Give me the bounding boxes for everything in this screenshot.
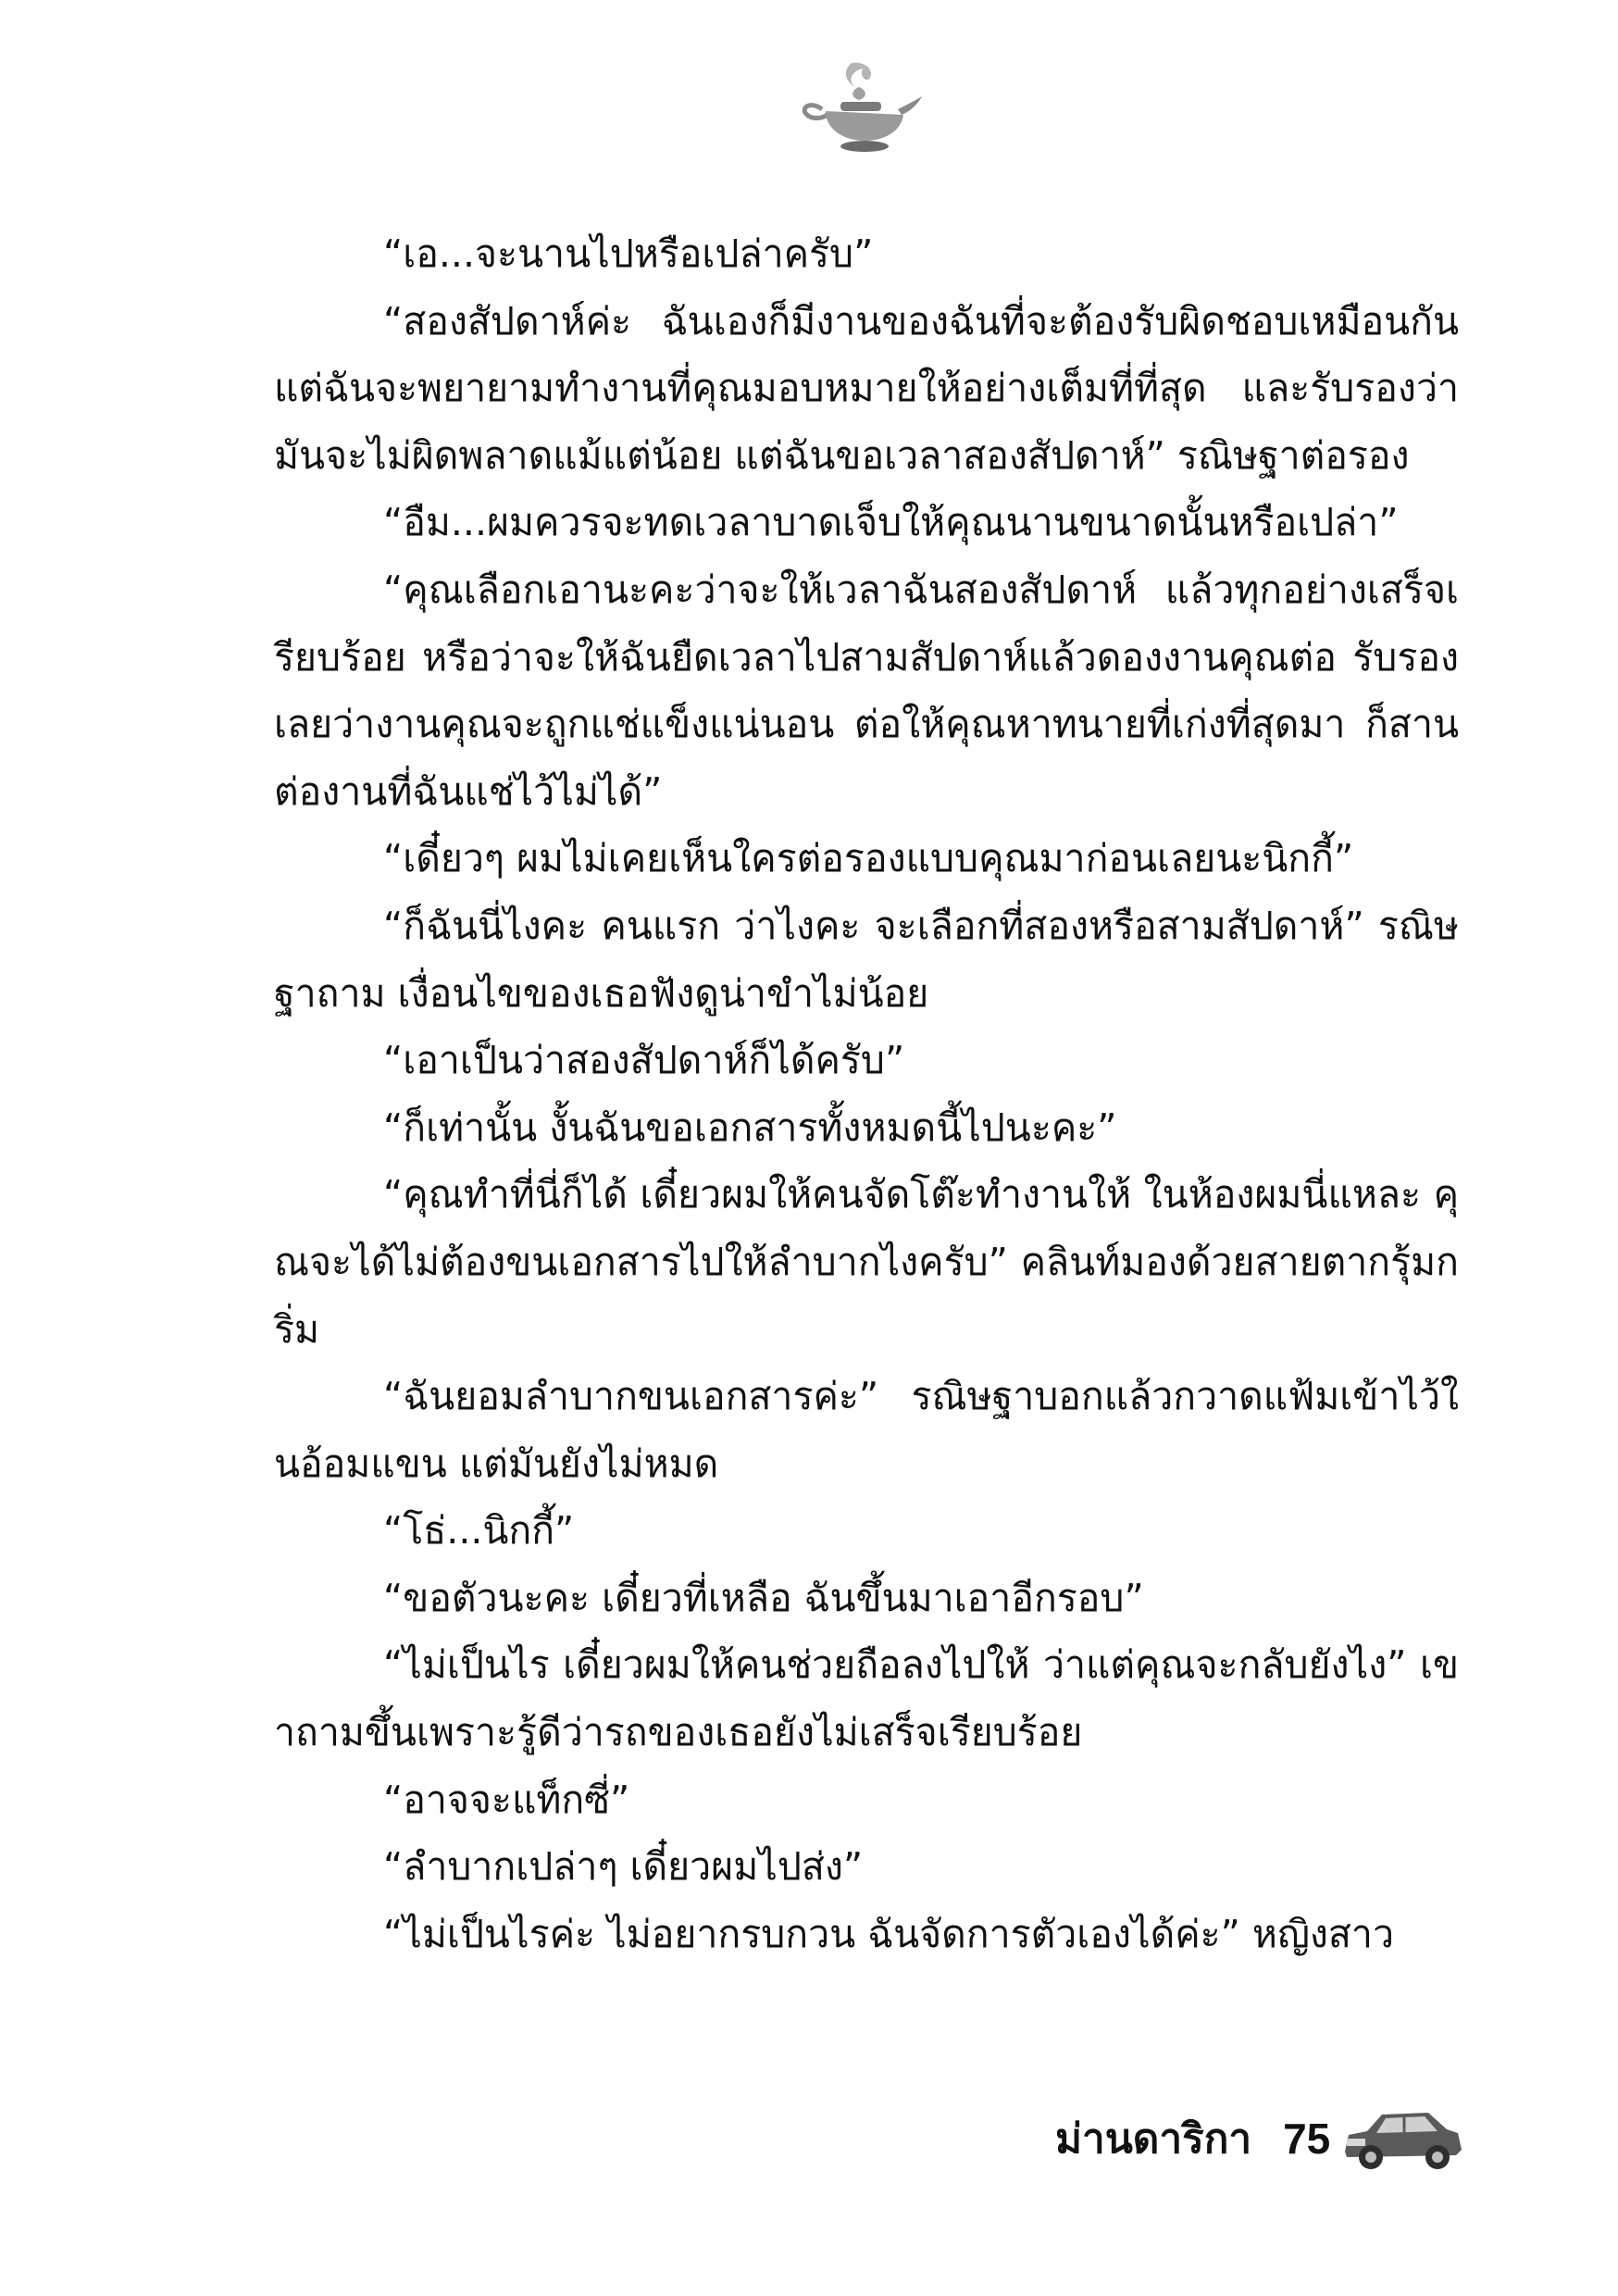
- paragraph: “เอาเป็นว่าสองสัปดาห์ก็ได้ครับ”: [383, 1038, 905, 1083]
- paragraph: “ขอตัวนะคะ เดี๋ยวที่เหลือ ฉันขึ้นมาเอาอีกรอบ”: [383, 1575, 1144, 1620]
- genie-lamp-icon: [794, 56, 924, 157]
- paragraph: “ก็ฉันนี่ไงคะ คนแรก ว่าไงคะ จะเลือกที่สองหรือสามสัปดาห์” รณิษฐาถาม เงื่อนไขของเธอฟังดูน่าขำไม่น้อย: [274, 903, 1459, 1016]
- paragraph: “ไม่เป็นไรค่ะ ไม่อยากรบกวน ฉันจัดการตัวเองได้ค่ะ” หญิงสาว: [383, 1911, 1394, 1956]
- paragraph: “สองสัปดาห์ค่ะ ฉันเองก็มีงานของฉันที่จะต้องรับผิดชอบเหมือนกัน แต่ฉันจะพยายามทำงานที่คุณมอบหมายให้อย่างเต็มที่ที่สุด และรับรองว่ามันจะไม่ผิดพลาดแม้แต่น้อย แต่ฉันขอเวลาสองสัปดาห์” รณิษฐาต่อรอง: [274, 298, 1459, 478]
- suv-car-icon: [1339, 2103, 1465, 2174]
- paragraph: “เอ...จะนานไปหรือเปล่าครับ”: [383, 231, 874, 276]
- page-footer: [1055, 2097, 1465, 2180]
- paragraph: “อาจจะแท็กซี่”: [383, 1777, 630, 1822]
- book-title: ม่านดาริกา: [1055, 2115, 1252, 2163]
- paragraph: “ลำบากเปล่าๆ เดี๋ยวผมไปส่ง”: [383, 1844, 864, 1890]
- paragraph: “ไม่เป็นไร เดี๋ยวผมให้คนช่วยถือลงไปให้ ว่าแต่คุณจะกลับยังไง” เขาถามขึ้นเพราะรู้ดีว่ารถของเธอยังไม่เสร็จเรียบร้อย: [274, 1642, 1459, 1755]
- paragraph: “ก็เท่านั้น งั้นฉันขอเอกสารทั้งหมดนี้ไปนะคะ”: [383, 1104, 1117, 1150]
- page-number: 75: [1283, 2115, 1331, 2163]
- paragraph: “อืม...ผมควรจะทดเวลาบาดเจ็บให้คุณนานขนาดนั้นหรือเปล่า”: [383, 500, 1399, 545]
- paragraph: “โธ่...นิกกี้”: [383, 1508, 575, 1554]
- body-text: [274, 220, 1459, 1967]
- paragraph: “คุณทำที่นี่ก็ได้ เดี๋ยวผมให้คนจัดโต๊ะทำงานให้ ในห้องผมนี่แหละ คุณจะได้ไม่ต้องขนเอกสารไปให้ลำบากไงครับ” คลินท์มองด้วยสายตากรุ้มกริ่ม: [274, 1172, 1459, 1352]
- paragraph: “คุณเลือกเอานะคะว่าจะให้เวลาฉันสองสัปดาห์ แล้วทุกอย่างเสร็จเรียบร้อย หรือว่าจะให้ฉันยืดเวลาไปสามสัปดาห์แล้วดองงานคุณต่อ รับรองเลยว่างานคุณจะถูกแช่แข็งแน่นอน ต่อให้คุณหาทนายที่เก่งที่สุดมา ก็สานต่องานที่ฉันแช่ไว้ไม่ได้”: [274, 567, 1459, 814]
- paragraph: “ฉันยอมลำบากขนเอกสารค่ะ” รณิษฐาบอกแล้วกวาดแฟ้มเข้าไว้ในอ้อมแขน แต่มันยังไม่หมด: [274, 1374, 1459, 1486]
- paragraph: “เดี๋ยวๆ ผมไม่เคยเห็นใครต่อรองแบบคุณมาก่อนเลยนะนิกกี้”: [383, 836, 1354, 881]
